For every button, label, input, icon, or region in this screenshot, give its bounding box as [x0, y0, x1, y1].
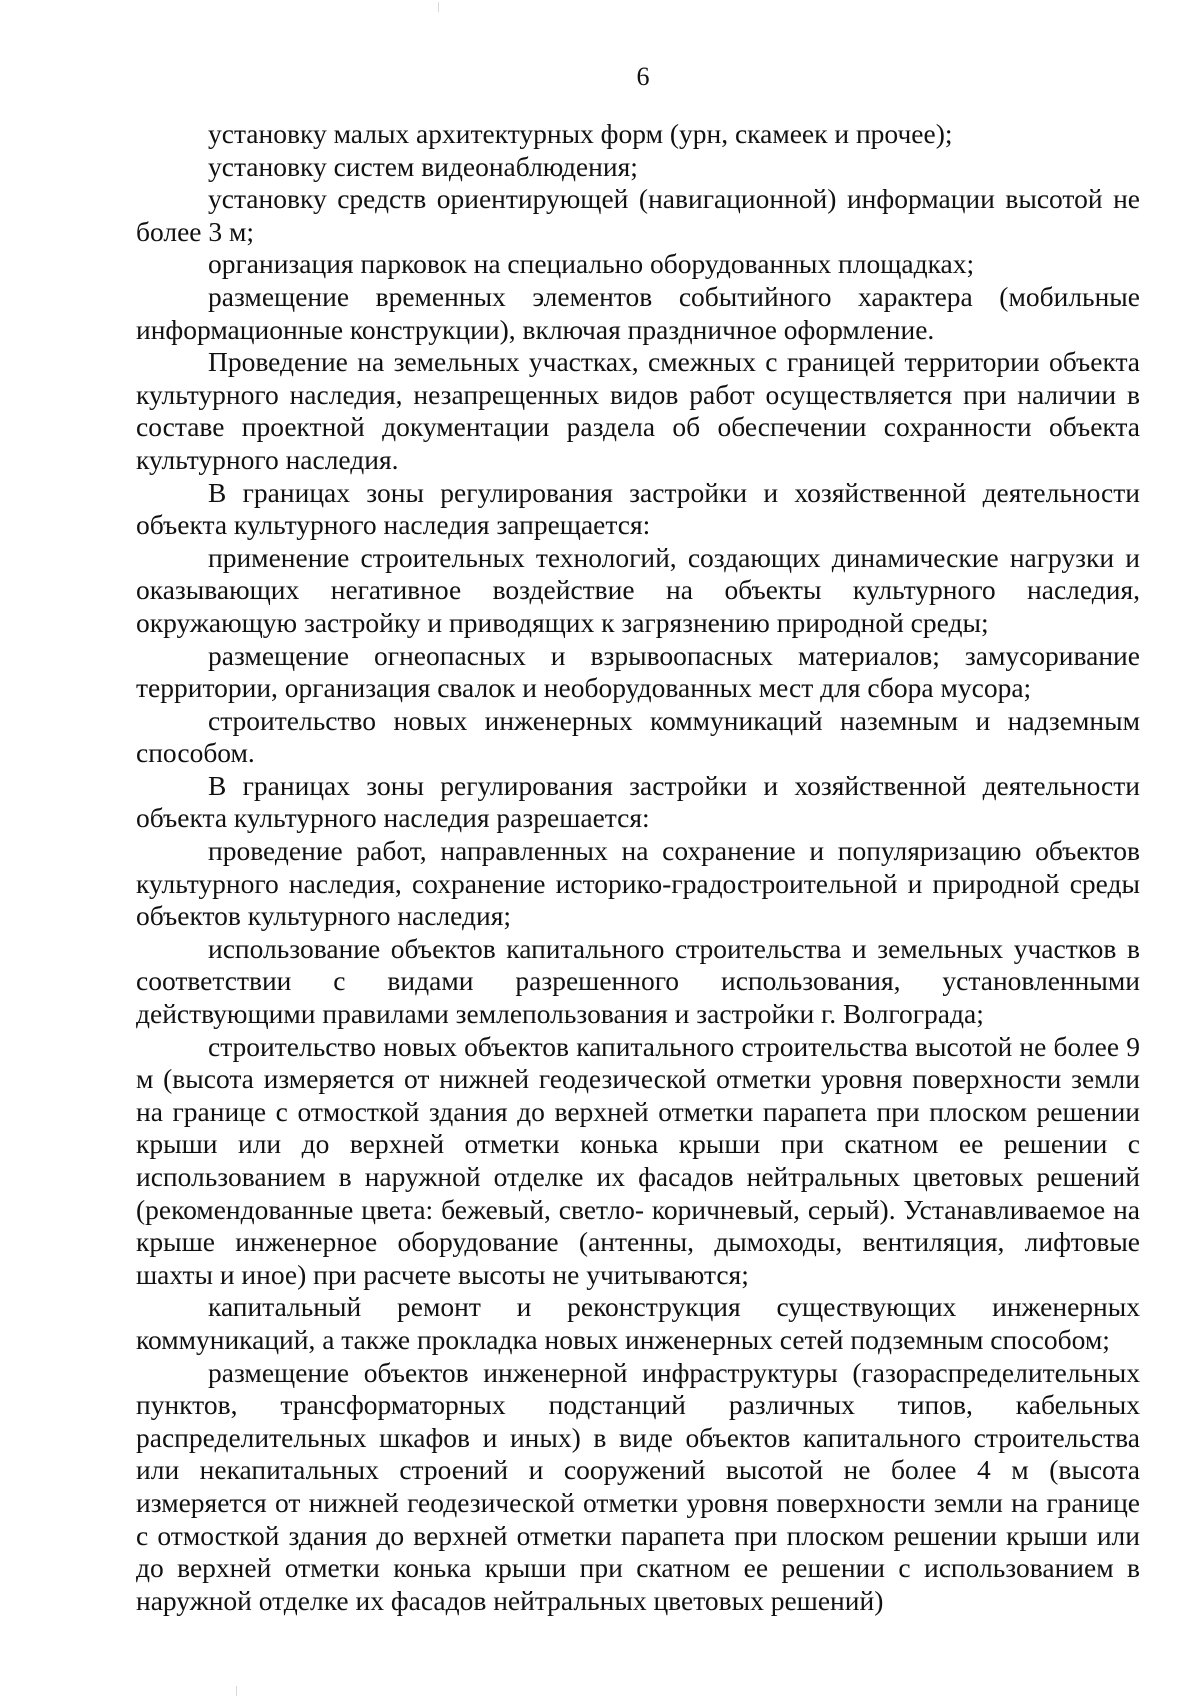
paragraph: установку систем видеонаблюдения; [208, 150, 638, 182]
document-body [136, 118, 1140, 1617]
paragraph: организация парковок на специально оборудованных площадках; [208, 248, 975, 280]
paragraph: В границах зоны регулирования застройки и хозяйственной деятельности объекта культурного наследия запрещается: [136, 476, 1140, 541]
paragraph: установку средств ориентирующей (навигационной) информации высотой не более 3 м; [136, 183, 1140, 247]
paragraph: проведение работ, направленных на сохранение и популяризацию объектов культурного наследия, сохранение историко-градостроительной и природной среды объектов культурного наследия; [136, 835, 1140, 932]
paragraph: использование объектов капитального строительства и земельных участков в соответствии с видами разрешенного использования, установленными действующими правилами землепользования и застройки г. Волгограда; [136, 932, 1140, 1030]
paragraph: капитальный ремонт и реконструкция существующих инженерных коммуникаций, а также прокладка новых инженерных сетей подземным способом; [136, 1291, 1140, 1355]
paragraph: применение строительных технологий, создающих динамические нагрузки и оказывающих негативное воздействие на объекты культурного наследия, окружающую застройку и приводящих к загрязнению природной среды; [136, 541, 1140, 638]
paragraph: В границах зоны регулирования застройки и хозяйственной деятельности объекта культурного наследия разрешается: [136, 769, 1140, 834]
paragraph: размещение объектов инженерной инфраструктуры (газораспределительных пунктов, трансформаторных подстанций различных типов, кабельных распределительных шкафов и иных) в виде объектов капитального строительства или некапитальных строений и сооружений высотой не более 4 м (высота измеряется от нижней геодезической отметки уровня поверхности земли на границе с отмосткой здания до верхней отметки парапета при плоском решении крыши или до верхней отметки конька крыши при скатном ее решении с использованием в наружной отделке их фасадов нейтральных цветовых решений) [136, 1356, 1140, 1616]
paragraph: размещение временных элементов событийного характера (мобильные информационные конструкции), включая праздничное оформление. [136, 280, 1140, 345]
paragraph: строительство новых инженерных коммуникаций наземным и надземным способом. [136, 704, 1140, 769]
scan-artifact [438, 2, 439, 12]
paragraph: Проведение на земельных участках, смежных с границей территории объекта культурного наследия, незапрещенных видов работ осуществляется при наличии в составе проектной документации раздела об обеспечении сохранности объекта культурного наследия. [136, 346, 1140, 475]
paragraph: установку малых архитектурных форм (урн, скамеек и прочее); [208, 118, 953, 149]
page-number: 6 [636, 62, 650, 91]
paragraph: строительство новых объектов капитального строительства высотой не более 9 м (высота измеряется от нижней геодезической отметки уровня поверхности земли на границе с отмосткой здания до верхней отметки парапета при плоском решении крыши или до верхней отметки конька крыши при скатном ее решении с использованием в наружной отделке их фасадов нейтральных цветовых решений (рекомендованные цвета: бежевый, светло- коричневый, серый). Устанавливаемое на крыше инженерное оборудование (антенны, дымоходы, вентиляция, лифтовые шахты и иное) при расчете высоты не учитываются; [136, 1030, 1140, 1290]
paragraph: размещение огнеопасных и взрывоопасных материалов; замусоривание территории, организация свалок и необорудованных мест для сбора мусора; [136, 639, 1140, 704]
scan-artifact [236, 1686, 237, 1696]
